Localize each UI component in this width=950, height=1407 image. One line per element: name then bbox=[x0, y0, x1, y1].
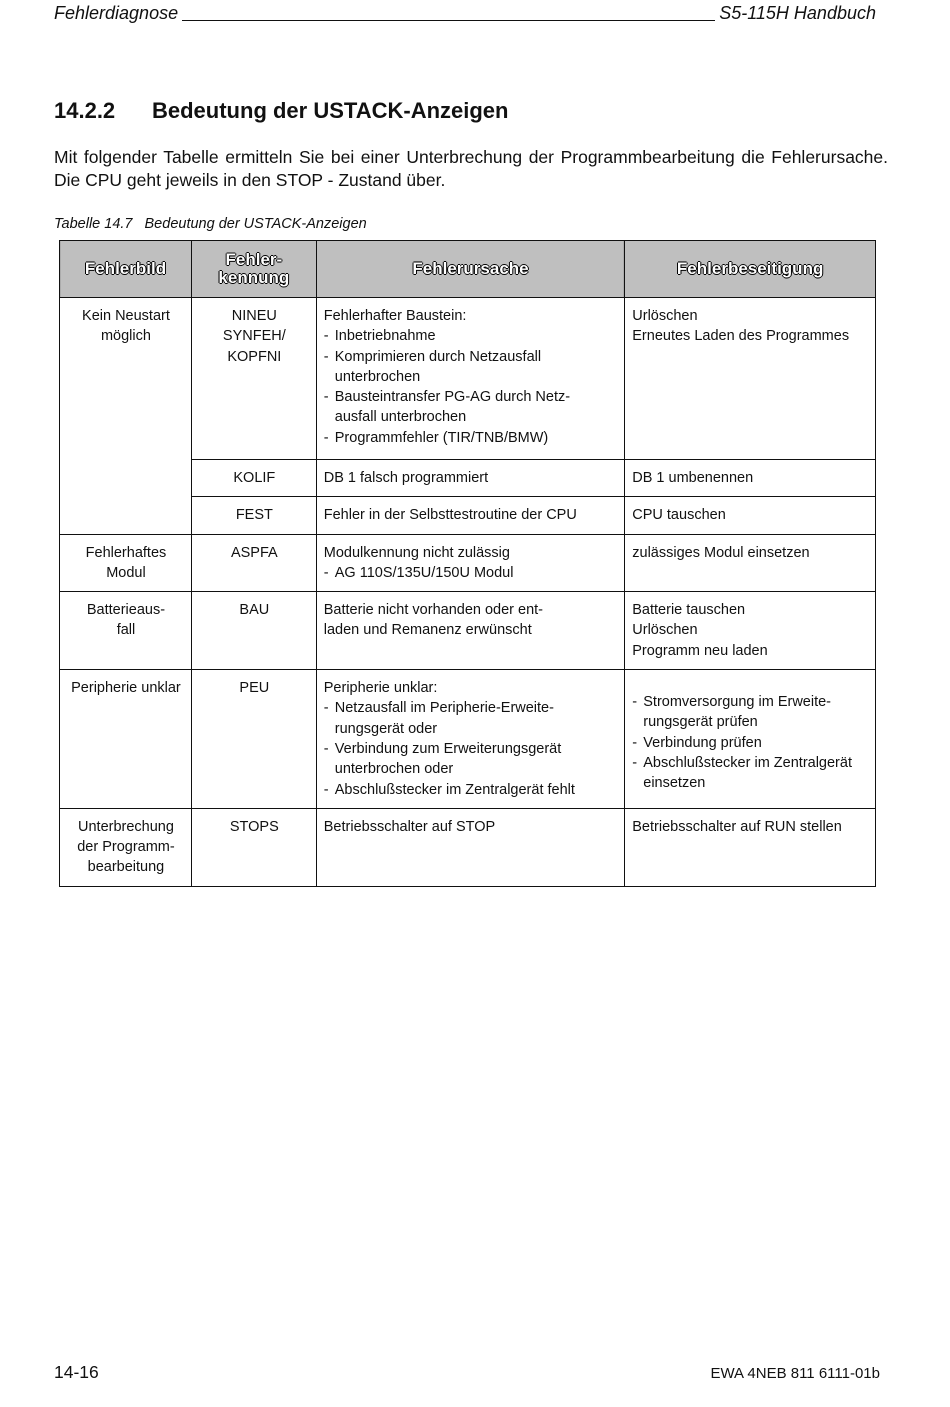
header-rule bbox=[182, 20, 715, 21]
cause-list bbox=[324, 428, 619, 448]
cell-fehlerbild: Peripherie unklar bbox=[60, 670, 192, 809]
table-row bbox=[60, 592, 876, 670]
cell-beseitigung: DB 1 umbenennen bbox=[625, 460, 876, 497]
cell-line: ausfall unterbrochen bbox=[334, 409, 467, 426]
cell-line: laden und Remanenz erwünscht bbox=[323, 622, 532, 639]
cell-kennung: KOLIF bbox=[191, 460, 316, 497]
table-header-row bbox=[60, 241, 876, 298]
header-fehlerbild: Fehlerbild bbox=[60, 241, 192, 298]
list-item: - Komprimieren durch Netzausfall bbox=[324, 347, 619, 367]
header-fehlerursache: Fehlerursache bbox=[316, 241, 625, 298]
cell-line: einsetzen bbox=[643, 775, 706, 792]
cell-line: KOPFNI bbox=[227, 348, 282, 365]
table-row bbox=[60, 298, 876, 460]
cell-beseitigung: Betriebsschalter auf RUN stellen bbox=[625, 808, 876, 886]
section-number: 14.2.2 bbox=[54, 98, 116, 123]
cell-fehlerbild bbox=[60, 534, 192, 592]
list-item: - Abschlußstecker im Zentralgerät fehlt bbox=[324, 780, 619, 800]
list-item: - AG 110S/135U/150U Modul bbox=[324, 563, 619, 583]
cell-beseitigung bbox=[625, 298, 876, 460]
cell-ursache bbox=[316, 592, 625, 670]
cell-line: Kein Neustart bbox=[82, 308, 170, 324]
cell-line: rungsgerät prüfen bbox=[643, 714, 758, 731]
ustack-table bbox=[59, 240, 876, 887]
cell-beseitigung: zulässiges Modul einsetzen bbox=[625, 534, 876, 592]
page-header bbox=[54, 2, 876, 24]
table-row bbox=[60, 808, 876, 886]
cause-list bbox=[324, 739, 619, 759]
cause-list bbox=[324, 326, 619, 367]
cell-line: möglich bbox=[100, 328, 151, 345]
page-number: 14-16 bbox=[54, 1362, 99, 1382]
cell-fehlerbild bbox=[60, 298, 192, 535]
cell-beseitigung bbox=[625, 670, 876, 809]
cell-line: unterbrochen bbox=[334, 368, 421, 385]
cell-line: unterbrochen oder bbox=[334, 761, 454, 778]
cell-line: NINEU bbox=[231, 308, 277, 324]
cell-ursache: Fehler in der Selbsttestroutine der CPU bbox=[316, 497, 625, 534]
list-item: - Inbetriebnahme bbox=[324, 326, 619, 346]
cell-line: Modul bbox=[106, 564, 146, 581]
header-fehlerkennung-line2: kennung bbox=[218, 268, 290, 287]
cause-list bbox=[324, 387, 619, 407]
cell-line: Unterbrechung bbox=[78, 818, 174, 835]
cell-ursache: DB 1 falsch programmiert bbox=[316, 460, 625, 497]
cell-line: Batterieaus- bbox=[86, 602, 166, 619]
cause-list bbox=[324, 780, 619, 800]
table-row bbox=[60, 670, 876, 809]
cell-kennung: STOPS bbox=[191, 808, 316, 886]
cell-ursache bbox=[316, 298, 625, 460]
header-fehlerkennung-line1: Fehler- bbox=[225, 250, 283, 269]
cell-line: Fehlerhafter Baustein: bbox=[323, 308, 467, 324]
cell-line: SYNFEH/ bbox=[222, 328, 286, 345]
cell-line: Fehlerhaftes bbox=[85, 544, 167, 561]
cell-kennung: PEU bbox=[191, 670, 316, 809]
cell-line: Programm neu laden bbox=[632, 642, 768, 659]
table-caption bbox=[54, 216, 367, 232]
cell-line: rungsgerät oder bbox=[334, 720, 438, 737]
cell-line: fall bbox=[116, 622, 136, 639]
cell-line: Peripherie unklar: bbox=[323, 680, 438, 697]
cell-ursache bbox=[316, 534, 625, 592]
section-heading bbox=[54, 98, 508, 124]
cell-beseitigung: CPU tauschen bbox=[625, 497, 876, 534]
document-number: EWA 4NEB 811 6111-01b bbox=[710, 1365, 880, 1382]
intro-paragraph: Mit folgender Tabelle ermitteln Sie bei einer Unterbrechung der Programmbearbeitung die Fehlerursache. Die CPU geht jeweils in den STOP - Zustand über. bbox=[54, 147, 888, 190]
cell-kennung: ASPFA bbox=[191, 534, 316, 592]
list-item: - Abschlußstecker im Zentralgerät bbox=[632, 753, 869, 773]
section-title: Bedeutung der USTACK-Anzeigen bbox=[152, 98, 509, 123]
cell-line: bearbeitung bbox=[87, 859, 165, 876]
list-item: - Stromversorgung im Erweite- bbox=[632, 692, 869, 712]
cell-kennung: BAU bbox=[191, 592, 316, 670]
list-item: - Bausteintransfer PG-AG durch Netz- bbox=[324, 387, 619, 407]
cell-line: Batterie nicht vorhanden oder ent- bbox=[323, 602, 544, 619]
header-chapter: Fehlerdiagnose bbox=[54, 3, 179, 23]
cause-list bbox=[324, 698, 619, 718]
cell-fehlerbild bbox=[60, 592, 192, 670]
list-item: - Programmfehler (TIR/TNB/BMW) bbox=[324, 428, 619, 448]
cell-line: Urlöschen bbox=[632, 308, 698, 324]
header-fehlerbeseitigung: Fehlerbeseitigung bbox=[625, 241, 876, 298]
cell-fehlerbild bbox=[60, 808, 192, 886]
remedy-list bbox=[632, 692, 869, 712]
cell-ursache: Betriebsschalter auf STOP bbox=[316, 808, 625, 886]
list-item: - Netzausfall im Peripherie-Erweite- bbox=[324, 698, 619, 718]
cell-kennung bbox=[191, 298, 316, 460]
list-item: - Verbindung prüfen bbox=[632, 733, 869, 753]
cell-line: der Programm- bbox=[77, 839, 175, 856]
cause-list bbox=[324, 563, 619, 583]
list-item: - Verbindung zum Erweiterungsgerät bbox=[324, 739, 619, 759]
cell-line: Batterie tauschen bbox=[632, 602, 746, 619]
cell-line: Erneutes Laden des Programmes bbox=[632, 328, 850, 345]
cell-ursache bbox=[316, 670, 625, 809]
table-caption-label: Tabelle 14.7 bbox=[54, 216, 133, 232]
table-row bbox=[60, 534, 876, 592]
cell-beseitigung bbox=[625, 592, 876, 670]
header-manual-title: S5-115H Handbuch bbox=[719, 3, 876, 23]
cell-line: Modulkennung nicht zulässig bbox=[323, 544, 510, 561]
table-caption-text: Bedeutung der USTACK-Anzeigen bbox=[144, 216, 367, 232]
cell-line: Urlöschen bbox=[632, 622, 698, 639]
header-fehlerkennung bbox=[191, 241, 316, 298]
cell-kennung: FEST bbox=[191, 497, 316, 534]
cell-spacer bbox=[632, 678, 869, 692]
remedy-list bbox=[632, 733, 869, 774]
